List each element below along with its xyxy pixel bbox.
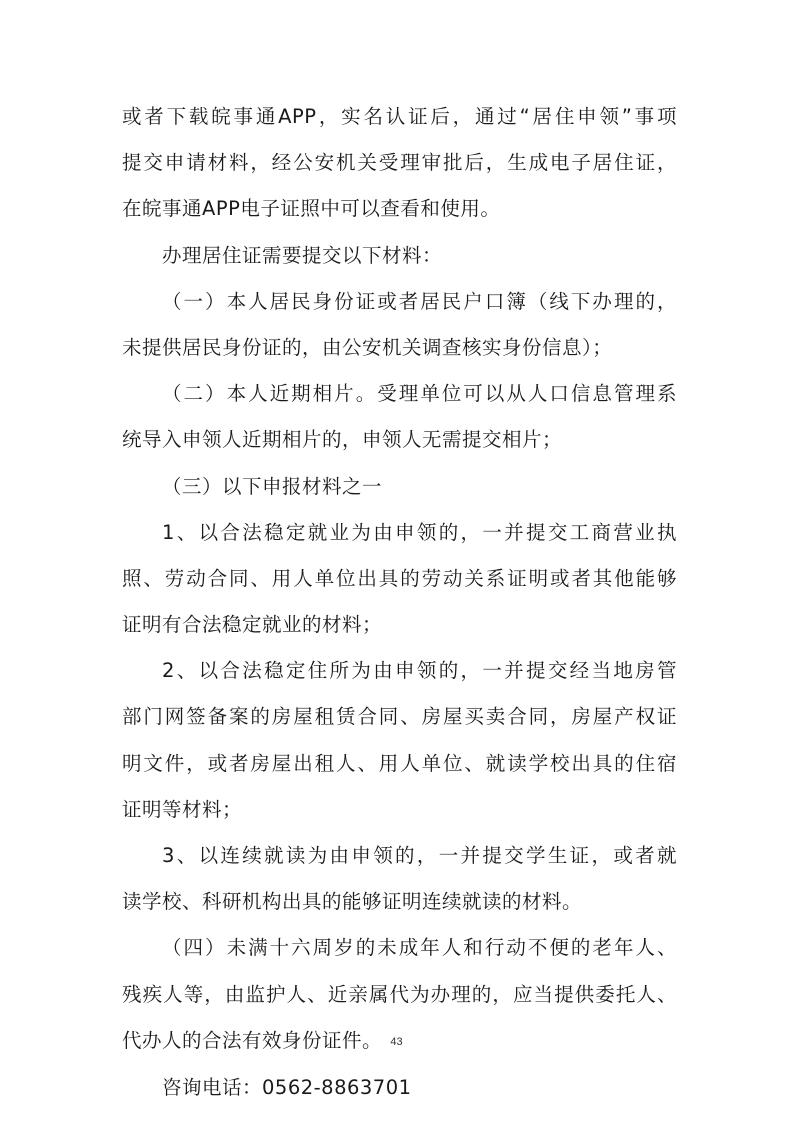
text-line: 2、以合法稳定住所为由申领的，一并提交经当地房管 — [162, 659, 677, 683]
document-body — [122, 94, 677, 1111]
contact-phone: 咨询电话：0562-8863701 — [162, 1075, 412, 1099]
text-line: 在皖事通APP电子证照中可以查看和使用。 — [122, 197, 501, 221]
text-line: （四）未满十六周岁的未成年人和行动不便的老年人、 — [162, 936, 677, 960]
text-line: 统导入申领人近期相片的，申领人无需提交相片； — [122, 428, 563, 452]
text-line: 残疾人等，由监护人、近亲属代为办理的，应当提供委托人、 — [122, 982, 677, 1006]
text-line: 证明等材料； — [122, 797, 243, 821]
text-line: 办理居住证需要提交以下材料： — [162, 243, 443, 267]
text-line: 读学校、科研机构出具的能够证明连续就读的材料。 — [122, 890, 583, 914]
text-line: 3、以连续就读为由申领的，一并提交学生证，或者就 — [162, 844, 677, 867]
text-line: 提交申请材料，经公安机关受理审批后，生成电子居住证， — [122, 151, 677, 175]
text-line: （二）本人近期相片。受理单位可以从人口信息管理系 — [162, 382, 677, 406]
text-line: 代办人的合法有效身份证件。 — [122, 1028, 383, 1052]
text-line: 未提供居民身份证的，由公安机关调查核实身份信息）； — [122, 335, 613, 359]
text-line: 或者下载皖事通APP，实名认证后，通过“居住申领”事项 — [122, 105, 677, 128]
text-line: 照、劳动合同、用人单位出具的劳动关系证明或者其他能够 — [122, 566, 677, 590]
text-line: （一）本人居民身份证或者居民户口簿（线下办理的， — [162, 289, 677, 313]
text-line: 明文件，或者房屋出租人、用人单位、就读学校出具的住宿 — [122, 751, 677, 775]
text-line: 证明有合法稳定就业的材料； — [122, 613, 383, 637]
text-line: 1、以合法稳定就业为由申领的，一并提交工商营业执 — [162, 520, 677, 544]
text-line: （三）以下申报材料之一 — [162, 474, 383, 498]
text-line: 部门网签备案的房屋租赁合同、房屋买卖合同，房屋产权证 — [122, 705, 677, 729]
page-number: 43 — [390, 1036, 403, 1048]
